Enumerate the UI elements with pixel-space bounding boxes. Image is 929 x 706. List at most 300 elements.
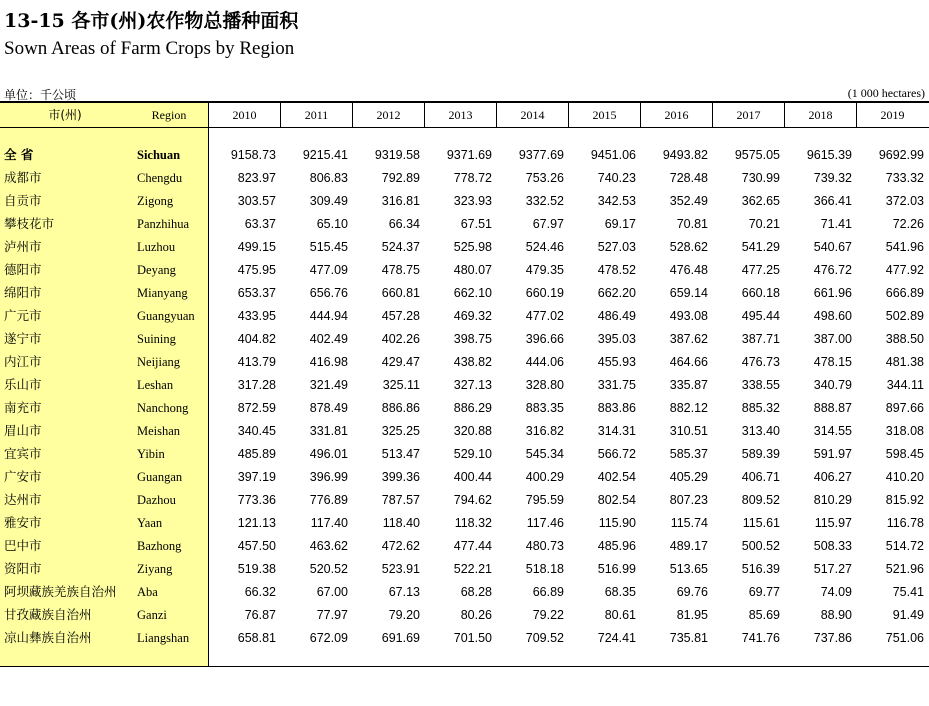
sown-area-value: 666.89	[885, 286, 924, 300]
sown-area-value: 115.74	[670, 516, 708, 530]
sown-area-value: 309.49	[309, 194, 348, 208]
table-row	[0, 581, 929, 603]
sown-area-value: 660.81	[381, 286, 420, 300]
sown-area-value: 71.41	[820, 217, 852, 231]
sown-area-value: 787.57	[381, 493, 420, 507]
sown-area-value: 660.18	[741, 286, 780, 300]
sown-area-value: 477.02	[525, 309, 564, 323]
sown-area-value: 518.18	[525, 562, 564, 576]
sown-area-value: 79.22	[532, 608, 564, 622]
header-year: 2011	[280, 103, 352, 127]
sown-area-value: 80.26	[460, 608, 492, 622]
sown-area-value: 457.28	[381, 309, 420, 323]
sown-area-value: 794.62	[453, 493, 492, 507]
sown-area-value: 480.73	[525, 539, 564, 553]
sown-area-value: 730.99	[741, 171, 780, 185]
region-name-en: Neijiang	[137, 355, 181, 369]
table-row	[0, 443, 929, 465]
region-name-cn: 阿坝藏族羌族自治州	[4, 584, 117, 599]
sown-area-value: 523.91	[381, 562, 420, 576]
sown-area-value: 115.61	[742, 516, 780, 530]
region-name-cn: 泸州市	[4, 239, 42, 254]
sown-area-value: 328.80	[525, 378, 564, 392]
sown-area-value: 115.97	[814, 516, 852, 530]
sown-area-value: 9371.69	[446, 148, 492, 162]
sown-area-value: 472.62	[381, 539, 420, 553]
sown-area-value: 9377.69	[518, 148, 564, 162]
region-name-cn: 全 省	[4, 147, 34, 162]
sown-area-value: 66.89	[532, 585, 564, 599]
table-row	[0, 282, 929, 304]
sown-area-value: 332.52	[525, 194, 564, 208]
table-row	[0, 213, 929, 235]
sown-area-value: 485.96	[597, 539, 636, 553]
sown-area-value: 9451.06	[590, 148, 636, 162]
sown-area-value: 406.71	[741, 470, 780, 484]
region-name-en: Suining	[137, 332, 176, 346]
region-name-cn: 甘孜藏族自治州	[4, 607, 92, 622]
sown-area-value: 76.87	[244, 608, 276, 622]
sown-area-value: 65.10	[316, 217, 348, 231]
region-name-en: Dazhou	[137, 493, 176, 507]
header-year: 2012	[352, 103, 424, 127]
sown-area-value: 325.25	[381, 424, 420, 438]
sown-area-value: 740.23	[597, 171, 636, 185]
sown-area-value: 464.66	[669, 355, 708, 369]
sown-area-value: 116.78	[886, 516, 924, 530]
header-region-en: Region	[151, 108, 187, 122]
sown-area-value: 68.28	[460, 585, 492, 599]
sown-area-value: 701.50	[453, 631, 492, 645]
sown-area-value: 776.89	[309, 493, 348, 507]
sown-area-value: 739.32	[813, 171, 852, 185]
header-year: 2019	[856, 103, 928, 127]
sown-area-value: 660.19	[525, 286, 564, 300]
sown-area-value: 117.46	[526, 516, 564, 530]
sown-area-value: 91.49	[892, 608, 924, 622]
sown-area-value: 513.65	[669, 562, 708, 576]
sown-area-value: 709.52	[525, 631, 564, 645]
sown-area-value: 885.32	[741, 401, 780, 415]
region-name-cn: 攀枝花市	[4, 216, 55, 231]
sown-area-value: 672.09	[309, 631, 348, 645]
region-name-cn: 自贡市	[4, 193, 42, 208]
sown-area-value: 477.09	[309, 263, 348, 277]
sown-area-value: 753.26	[525, 171, 564, 185]
sown-area-value: 515.45	[309, 240, 348, 254]
sown-area-value: 70.21	[748, 217, 780, 231]
region-name-cn: 乐山市	[4, 377, 42, 392]
sown-area-value: 325.11	[382, 378, 420, 392]
sown-area-value: 653.37	[237, 286, 276, 300]
unit-label-cn: 单位：千公顷	[4, 88, 77, 102]
sown-area-value: 340.45	[237, 424, 276, 438]
sown-area-value: 517.27	[813, 562, 852, 576]
sown-area-value: 591.97	[813, 447, 852, 461]
sown-area-value: 444.06	[525, 355, 564, 369]
table-row	[0, 236, 929, 258]
region-name-en: Yibin	[137, 447, 165, 461]
sown-area-value: 478.75	[381, 263, 420, 277]
sown-area-value: 331.81	[309, 424, 348, 438]
sown-area-value: 320.88	[453, 424, 492, 438]
table-row	[0, 259, 929, 281]
sown-area-value: 429.47	[381, 355, 420, 369]
sown-area-value: 888.87	[813, 401, 852, 415]
sown-area-value: 527.03	[597, 240, 636, 254]
page-title-cn: 13-15 各市(州)农作物总播种面积	[4, 10, 299, 32]
sown-area-value: 402.26	[381, 332, 420, 346]
table-row	[0, 167, 929, 189]
region-name-en: Bazhong	[137, 539, 182, 553]
sown-area-value: 314.31	[597, 424, 636, 438]
sown-area-value: 406.27	[813, 470, 852, 484]
region-name-cn: 达州市	[4, 492, 42, 507]
sown-area-value: 404.82	[237, 332, 276, 346]
sown-area-value: 352.49	[669, 194, 708, 208]
table-row	[0, 558, 929, 580]
sown-area-value: 67.13	[388, 585, 420, 599]
sown-area-value: 792.89	[381, 171, 420, 185]
region-name-en: Panzhihua	[137, 217, 190, 231]
page-title-en: Sown Areas of Farm Crops by Region	[4, 38, 295, 59]
table-row	[0, 489, 929, 511]
sown-area-value: 882.12	[669, 401, 708, 415]
sown-area-value: 806.83	[309, 171, 348, 185]
sown-area-value: 477.44	[453, 539, 492, 553]
sown-area-value: 809.52	[741, 493, 780, 507]
sown-area-value: 74.09	[820, 585, 852, 599]
sown-area-value: 314.55	[813, 424, 852, 438]
sown-area-value: 438.82	[453, 355, 492, 369]
sown-area-value: 478.15	[813, 355, 852, 369]
sown-area-value: 463.62	[309, 539, 348, 553]
sown-area-value: 810.29	[813, 493, 852, 507]
sown-area-value: 823.97	[237, 171, 276, 185]
sown-area-value: 520.52	[309, 562, 348, 576]
sown-area-value: 886.86	[381, 401, 420, 415]
header-year: 2014	[496, 103, 568, 127]
sown-area-value: 883.35	[525, 401, 564, 415]
sown-area-value: 68.35	[604, 585, 636, 599]
sown-area-value: 476.72	[813, 263, 852, 277]
sown-area-value: 524.37	[381, 240, 420, 254]
sown-area-value: 67.00	[316, 585, 348, 599]
region-name-en: Liangshan	[137, 631, 190, 645]
sown-area-value: 802.54	[597, 493, 636, 507]
sown-area-value: 9319.58	[374, 148, 420, 162]
sown-area-value: 321.49	[309, 378, 348, 392]
sown-area-value: 335.87	[669, 378, 708, 392]
region-name-cn: 绵阳市	[4, 285, 42, 300]
sown-area-value: 489.17	[669, 539, 708, 553]
sown-area-value: 500.52	[741, 539, 780, 553]
header-year: 2017	[712, 103, 784, 127]
sown-area-value: 502.89	[885, 309, 924, 323]
region-name-en: Guangan	[137, 470, 183, 484]
sown-area-value: 310.51	[669, 424, 708, 438]
sown-area-value: 316.81	[381, 194, 420, 208]
table-bottom-rule	[0, 666, 929, 667]
header-year: 2016	[640, 103, 712, 127]
region-name-cn: 广安市	[4, 469, 42, 484]
sown-area-value: 398.75	[453, 332, 492, 346]
sown-area-value: 402.54	[597, 470, 636, 484]
sown-area-value: 807.23	[669, 493, 708, 507]
table-row	[0, 374, 929, 396]
region-name-en: Luzhou	[137, 240, 176, 254]
table-row	[0, 420, 929, 442]
region-name-en: Guangyuan	[137, 309, 195, 323]
sown-area-value: 541.96	[885, 240, 924, 254]
sown-area-value: 70.81	[676, 217, 708, 231]
sown-area-value: 433.95	[237, 309, 276, 323]
sown-area-value: 318.08	[885, 424, 924, 438]
region-name-cn: 遂宁市	[4, 331, 42, 346]
sown-area-value: 9575.05	[734, 148, 780, 162]
sown-area-value: 77.97	[316, 608, 348, 622]
sown-area-value: 69.76	[676, 585, 708, 599]
sown-area-value: 566.72	[597, 447, 636, 461]
sown-area-value: 400.44	[453, 470, 492, 484]
sown-area-value: 121.13	[237, 516, 276, 530]
sown-area-value: 598.45	[885, 447, 924, 461]
sown-area-value: 516.39	[741, 562, 780, 576]
sown-area-value: 67.51	[460, 217, 492, 231]
sown-area-value: 662.20	[597, 286, 636, 300]
sown-area-value: 519.38	[237, 562, 276, 576]
sown-area-value: 724.41	[597, 631, 636, 645]
sown-area-value: 63.37	[244, 217, 276, 231]
table-row	[0, 328, 929, 350]
sown-area-value: 479.35	[525, 263, 564, 277]
region-name-en: Mianyang	[137, 286, 188, 300]
sown-area-value: 344.11	[886, 378, 924, 392]
sown-area-value: 81.95	[676, 608, 708, 622]
sown-area-value: 476.48	[669, 263, 708, 277]
header-year: 2018	[784, 103, 856, 127]
table-row	[0, 190, 929, 212]
sown-area-value: 741.76	[741, 631, 780, 645]
sown-area-value: 480.07	[453, 263, 492, 277]
sown-area-value: 80.61	[604, 608, 636, 622]
sown-area-value: 733.32	[885, 171, 924, 185]
sown-area-value: 476.73	[741, 355, 780, 369]
sown-area-value: 886.29	[453, 401, 492, 415]
region-name-cn: 巴中市	[4, 538, 42, 553]
sown-area-value: 9215.41	[302, 148, 348, 162]
region-name-en: Leshan	[137, 378, 174, 392]
sown-area-value: 815.92	[885, 493, 924, 507]
header-year: 2015	[568, 103, 640, 127]
sown-area-value: 475.95	[237, 263, 276, 277]
sown-area-value: 513.47	[381, 447, 420, 461]
header-year: 2013	[424, 103, 496, 127]
sown-area-value: 366.41	[813, 194, 852, 208]
table-row	[0, 604, 929, 626]
region-name-cn: 雅安市	[4, 515, 42, 530]
region-name-en: Zigong	[137, 194, 174, 208]
region-name-en: Yaan	[137, 516, 163, 530]
header-city-cn: 市(州)	[48, 108, 82, 122]
sown-area-value: 387.71	[741, 332, 780, 346]
sown-area-value: 661.96	[813, 286, 852, 300]
region-name-cn: 内江市	[4, 354, 42, 369]
sown-area-value: 541.29	[741, 240, 780, 254]
table-row	[0, 305, 929, 327]
sown-area-value: 387.00	[813, 332, 852, 346]
sown-area-value: 396.99	[309, 470, 348, 484]
region-name-cn: 资阳市	[4, 561, 42, 576]
sown-area-value: 405.29	[669, 470, 708, 484]
sown-area-value: 773.36	[237, 493, 276, 507]
sown-area-value: 88.90	[820, 608, 852, 622]
sown-area-value: 455.93	[597, 355, 636, 369]
region-name-cn: 南充市	[4, 400, 42, 415]
sown-area-value: 387.62	[669, 332, 708, 346]
sown-area-value: 872.59	[237, 401, 276, 415]
sown-area-value: 778.72	[453, 171, 492, 185]
sown-area-value: 338.55	[741, 378, 780, 392]
sown-area-value: 751.06	[885, 631, 924, 645]
sown-area-value: 897.66	[885, 401, 924, 415]
header-year: 2010	[208, 103, 280, 127]
sown-area-value: 883.86	[597, 401, 636, 415]
region-name-cn: 德阳市	[4, 262, 42, 277]
sown-area-value: 66.32	[244, 585, 276, 599]
sown-area-value: 499.15	[237, 240, 276, 254]
region-name-en: Meishan	[137, 424, 181, 438]
sown-area-value: 397.19	[237, 470, 276, 484]
region-name-en: Deyang	[137, 263, 176, 277]
sown-area-value: 400.29	[525, 470, 564, 484]
sown-area-value: 316.82	[525, 424, 564, 438]
region-name-cn: 眉山市	[4, 423, 42, 438]
sown-area-value: 410.20	[885, 470, 924, 484]
sown-area-value: 317.28	[237, 378, 276, 392]
region-name-en: Nanchong	[137, 401, 189, 415]
sown-area-value: 493.08	[669, 309, 708, 323]
table-row	[0, 397, 929, 419]
region-name-cn: 广元市	[4, 308, 42, 323]
region-name-cn: 宜宾市	[4, 446, 42, 461]
sown-area-value: 117.40	[310, 516, 348, 530]
region-name-cn: 凉山彝族自治州	[4, 630, 92, 645]
sown-area-value: 477.25	[741, 263, 780, 277]
sown-area-value: 878.49	[309, 401, 348, 415]
sown-area-value: 396.66	[525, 332, 564, 346]
sown-area-value: 399.36	[381, 470, 420, 484]
sown-area-value: 514.72	[885, 539, 924, 553]
sown-area-value: 656.76	[309, 286, 348, 300]
sown-area-value: 79.20	[388, 608, 420, 622]
table-row	[0, 512, 929, 534]
sown-area-value: 327.13	[453, 378, 492, 392]
sown-area-value: 525.98	[453, 240, 492, 254]
sown-area-value: 498.60	[813, 309, 852, 323]
sown-area-value: 659.14	[669, 286, 708, 300]
sown-area-value: 485.89	[237, 447, 276, 461]
sown-area-value: 478.52	[597, 263, 636, 277]
sown-area-value: 66.34	[388, 217, 420, 231]
sown-area-value: 9493.82	[662, 148, 708, 162]
sown-area-value: 9692.99	[878, 148, 924, 162]
sown-area-value: 118.40	[382, 516, 420, 530]
region-name-cn: 成都市	[4, 170, 42, 185]
sown-area-value: 118.32	[454, 516, 492, 530]
sown-area-value: 589.39	[741, 447, 780, 461]
region-name-en: Ganzi	[137, 608, 167, 622]
sown-area-value: 522.21	[453, 562, 492, 576]
region-name-en: Ziyang	[137, 562, 173, 576]
sown-area-value: 495.44	[741, 309, 780, 323]
sown-area-value: 388.50	[885, 332, 924, 346]
sown-area-value: 795.59	[525, 493, 564, 507]
sown-area-value: 481.38	[885, 355, 924, 369]
sown-area-value: 331.75	[597, 378, 636, 392]
table-row	[0, 351, 929, 373]
sown-area-value: 323.93	[453, 194, 492, 208]
sown-area-value: 728.48	[669, 171, 708, 185]
sown-area-value: 413.79	[237, 355, 276, 369]
sown-area-value: 735.81	[669, 631, 708, 645]
sown-area-value: 444.94	[309, 309, 348, 323]
sown-area-value: 69.77	[748, 585, 780, 599]
sown-area-value: 395.03	[597, 332, 636, 346]
sown-area-value: 416.98	[309, 355, 348, 369]
region-name-en: Sichuan	[137, 148, 181, 162]
sown-area-value: 662.10	[453, 286, 492, 300]
sown-area-value: 362.65	[741, 194, 780, 208]
sown-area-value: 69.17	[604, 217, 636, 231]
sown-area-value: 313.40	[741, 424, 780, 438]
sown-area-value: 372.03	[885, 194, 924, 208]
sown-area-value: 115.90	[598, 516, 636, 530]
sown-area-value: 303.57	[237, 194, 276, 208]
sown-area-value: 691.69	[381, 631, 420, 645]
table-row	[0, 466, 929, 488]
sown-area-value: 469.32	[453, 309, 492, 323]
sown-area-value: 67.97	[532, 217, 564, 231]
sown-area-value: 9158.73	[230, 148, 276, 162]
sown-area-value: 516.99	[597, 562, 636, 576]
sown-area-value: 402.49	[309, 332, 348, 346]
sown-area-value: 486.49	[597, 309, 636, 323]
region-name-en: Chengdu	[137, 171, 183, 185]
table-row	[0, 627, 929, 649]
region-name-en: Aba	[137, 585, 158, 599]
sown-area-value: 521.96	[885, 562, 924, 576]
table-row	[0, 535, 929, 557]
sown-area-value: 9615.39	[806, 148, 852, 162]
sown-area-value: 496.01	[309, 447, 348, 461]
sown-area-value: 340.79	[813, 378, 852, 392]
sown-area-value: 508.33	[813, 539, 852, 553]
sown-area-value: 85.69	[748, 608, 780, 622]
unit-label-en: (1 000 hectares)	[847, 86, 925, 100]
sown-area-value: 342.53	[597, 194, 636, 208]
sown-area-value: 75.41	[892, 585, 924, 599]
sown-area-value: 540.67	[813, 240, 852, 254]
sown-area-value: 737.86	[813, 631, 852, 645]
sown-area-value: 457.50	[237, 539, 276, 553]
sown-area-value: 524.46	[525, 240, 564, 254]
sown-area-value: 585.37	[669, 447, 708, 461]
sown-area-value: 529.10	[453, 447, 492, 461]
sown-area-value: 528.62	[669, 240, 708, 254]
sown-area-value: 477.92	[885, 263, 924, 277]
table-row	[0, 144, 929, 166]
